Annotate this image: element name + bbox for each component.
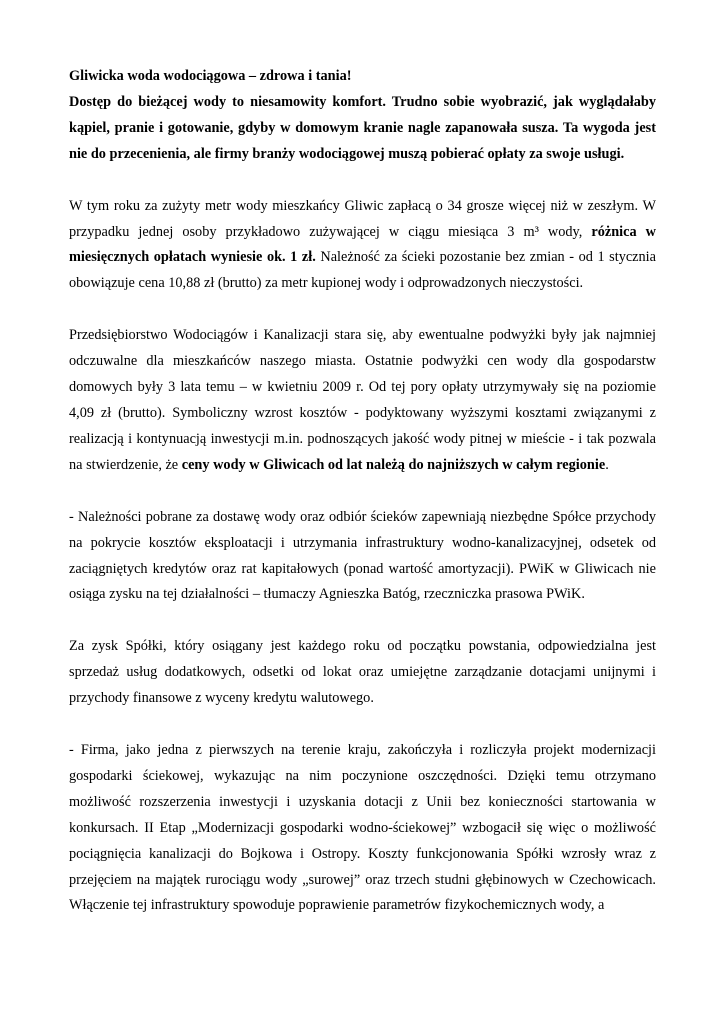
document-title: Gliwicka woda wodociągowa – zdrowa i tania! — [69, 68, 352, 84]
paragraph-text: W tym roku za zużyty metr wody mieszkańcy Gliwic zapłacą o 34 grosze więcej niż w zeszłym. W przypadku jednej osoby przykładowo zużywającej w ciągu miesiąca 3 m³ wody, — [69, 197, 656, 240]
paragraph-price-change — [69, 194, 656, 298]
paragraph-text: Należność za ścieki pozostanie bez zmian - od 1 stycznia obowiązuje cena 10,88 zł (brutto) za metr kupionej wody i odprowadzonych nieczystości. — [69, 249, 656, 292]
paragraph-text: Przedsiębiorstwo Wodociągów i Kanalizacji stara się, aby ewentualne podwyżki były jak najmniej odczuwalne dla mieszkańców naszego miasta. Ostatnie podwyżki cen wody dla gospodarstw domowych były 3 lata temu – w kwietniu 2009 r. Od tej pory opłaty utrzymywały się na poziomie 4,09 zł (brutto). Symboliczny wzrost kosztów - podyktowany wyższymi kosztami związanymi z realizacją i kontynuacją inwestycji m.in. podnoszących jakość wody pitnej w mieście - i tak pozwala na stwierdzenie, że — [69, 327, 656, 473]
paragraph-text: . — [605, 456, 609, 473]
paragraph-spokesperson-quote: - Należności pobrane za dostawę wody oraz odbiór ścieków zapewniają niezbędne Spółce przychody na pokrycie kosztów eksploatacji i utrzymania infrastruktury wodno-kanalizacyjnej, odsetek od zaciągniętych kredytów oraz rat kapitałowych (ponad wartość amortyzacji). PWiK w Gliwicach nie osiąga zysku na tej działalności – tłumaczy Agnieszka Batóg, rzeczniczka prasowa PWiK. — [69, 508, 656, 603]
bold-highlight: różnica w miesięcznych opłatach wyniesie ok. 1 zł. — [69, 223, 657, 266]
lead-paragraph: Dostęp do bieżącej wody to niesamowity komfort. Trudno sobie wyobrazić, jak wyglądałaby kąpiel, pranie i gotowanie, gdyby w domowym kranie nagle zapanowała susza. Ta wygoda jest nie do przecenienia, ale firmy branży wodociągowej muszą pobierać opłaty za swoje usługi. — [69, 93, 656, 162]
paragraph-pwik-prices — [69, 323, 656, 478]
document-page — [69, 64, 656, 919]
bold-highlight: ceny wody w Gliwicach od lat należą do najniższych w całym regionie — [181, 456, 606, 473]
paragraph-modernization: - Firma, jako jedna z pierwszych na terenie kraju, zakończyła i rozliczyła projekt modernizacji gospodarki ściekowej, wykazując na nim poczynione oszczędności. Dzięki temu otrzymano możliwość rozszerzenia inwestycji i uzyskania dotacji z Unii bez konieczności startowania w konkursach. II Etap „Modernizacji gospodarki wodno-ściekowej” wzbogacił się więc o możliwość pociągnięcia kanalizacji do Bojkowa i Ostropy. Koszty funkcjonowania Spółki wzrosły wraz z przejęciem na majątek rurociągu wody „surowej” oraz trzech studni głębinowych w Czechowicach. Włączenie tej infrastruktury spowoduje poprawienie parametrów fizykochemicznych wody, a — [69, 742, 656, 914]
paragraph-company-profit: Za zysk Spółki, który osiągany jest każdego roku od początku powstania, odpowiedzialna jest sprzedaż usług dodatkowych, odsetki od lokat oraz umiejętne zarządzanie dotacjami unijnymi i przychody finansowe z wyceny kredytu walutowego. — [69, 638, 656, 707]
